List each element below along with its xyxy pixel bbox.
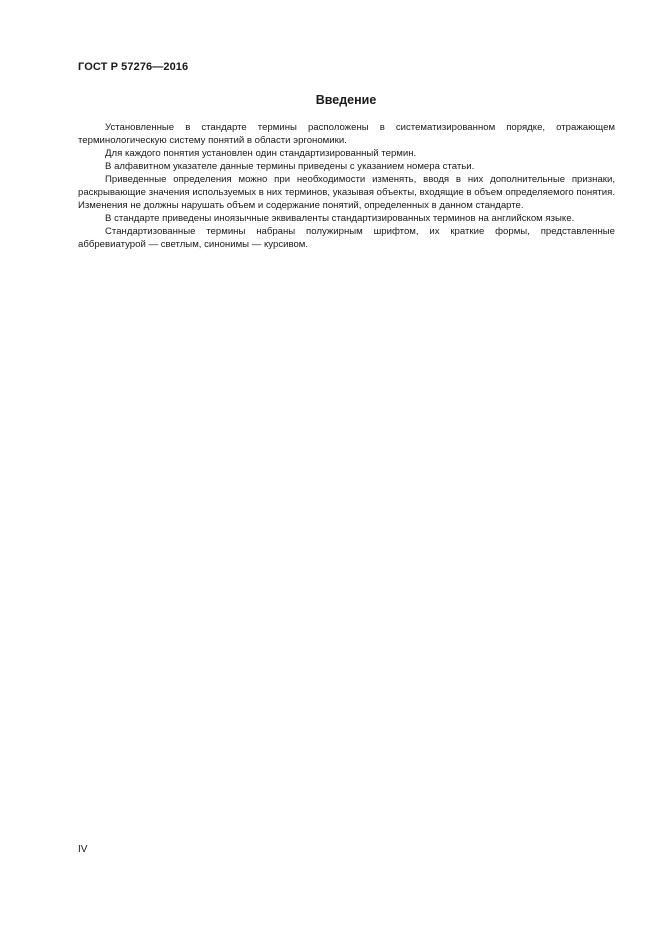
paragraph: Установленные в стандарте термины расположены в систематизированном порядке, отражающем терминологическую систему понятий в области эргономики. [78,122,615,146]
paragraph: В стандарте приведены иноязычные эквиваленты стандартизированных терминов на английском языке. [105,213,575,224]
standard-code-header: ГОСТ Р 57276—2016 [78,61,189,73]
section-title: Введение [315,93,377,107]
page-number: IV [78,844,88,855]
paragraph: Для каждого понятия установлен один стандартизированный термин. [105,148,417,159]
paragraph: Приведенные определения можно при необходимости изменять, вводя в них дополнительные признаки, раскрывающие значения используемых в них терминов, указывая объекты, входящие в объем определяемого понятия. Изменения не должны нарушать объем и содержание понятий, определенных в данном стандарте. [78,174,615,211]
paragraph: Стандартизованные термины набраны полужирным шрифтом, их краткие формы, представленные аббревиатурой — светлым, синонимы — курсивом. [78,226,615,250]
paragraph: В алфавитном указателе данные термины приведены с указанием номера статьи. [105,161,475,172]
introduction-body [78,121,615,251]
